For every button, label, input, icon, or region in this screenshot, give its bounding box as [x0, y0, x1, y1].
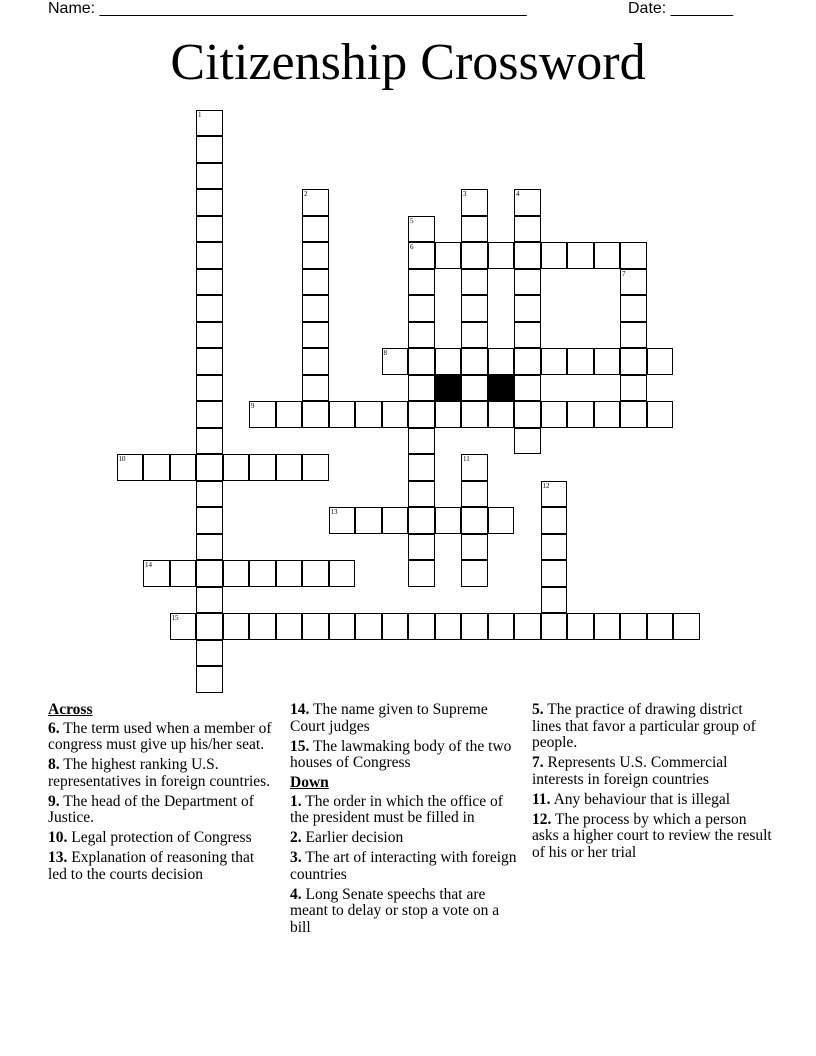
answer-cell[interactable]	[514, 189, 541, 216]
answer-cell[interactable]	[514, 269, 541, 296]
answer-cell[interactable]	[461, 322, 488, 349]
answer-cell[interactable]	[408, 269, 435, 296]
answer-cell[interactable]	[461, 560, 488, 587]
answer-cell[interactable]	[302, 401, 329, 428]
answer-cell[interactable]	[620, 375, 647, 402]
clue-text: Explanation of reasoning that led to the courts decision	[48, 849, 255, 883]
answer-cell[interactable]	[488, 613, 515, 640]
clue-across-9	[48, 794, 276, 827]
clue-number-label: 14	[145, 561, 152, 569]
answer-cell[interactable]	[196, 163, 223, 190]
clues-column-2	[290, 702, 522, 940]
answer-cell[interactable]	[249, 454, 276, 481]
answer-cell[interactable]	[567, 242, 594, 269]
answer-cell[interactable]	[355, 401, 382, 428]
answer-cell[interactable]	[594, 613, 621, 640]
clue-text: The order in which the office of the president must be filled in	[290, 792, 503, 826]
answer-cell[interactable]	[196, 613, 223, 640]
name-field-label: Name: ________________________________________________	[48, 0, 527, 17]
clue-number: 11.	[532, 790, 551, 808]
answer-cell[interactable]	[223, 454, 250, 481]
answer-cell[interactable]	[408, 507, 435, 534]
answer-cell[interactable]	[461, 216, 488, 243]
clue-number: 13.	[48, 849, 68, 866]
clue-down-12	[532, 812, 772, 862]
answer-cell[interactable]	[620, 322, 647, 349]
clue-number: 5.	[532, 701, 544, 718]
answer-cell[interactable]	[143, 454, 170, 481]
down-heading: Down	[290, 774, 329, 791]
answer-cell[interactable]	[382, 613, 409, 640]
answer-cell[interactable]	[408, 428, 435, 455]
clue-number-label: 13	[330, 508, 338, 516]
answer-cell[interactable]	[541, 348, 568, 375]
answer-cell[interactable]	[567, 401, 594, 428]
answer-cell[interactable]	[143, 560, 170, 587]
answer-cell[interactable]	[647, 401, 674, 428]
answer-cell[interactable]	[435, 507, 462, 534]
answer-cell[interactable]	[355, 507, 382, 534]
clue-number-label: 5	[410, 216, 414, 225]
answer-cell[interactable]	[620, 348, 647, 375]
clue-number-label: 11	[463, 455, 470, 463]
clue-number: 8.	[48, 756, 60, 773]
clue-down-5	[532, 702, 772, 752]
date-field-label: Date: _______	[628, 0, 733, 17]
black-cell	[488, 375, 515, 402]
clue-across-8	[48, 757, 276, 790]
clue-number: 10.	[48, 829, 68, 846]
answer-cell[interactable]	[223, 613, 250, 640]
clues-column-3	[532, 702, 772, 865]
answer-cell[interactable]	[302, 269, 329, 296]
answer-cell[interactable]	[302, 242, 329, 269]
answer-cell[interactable]	[196, 110, 223, 137]
answer-cell[interactable]	[594, 348, 621, 375]
answer-cell[interactable]	[647, 348, 674, 375]
answer-cell[interactable]	[461, 507, 488, 534]
answer-cell[interactable]	[461, 189, 488, 216]
clue-down-1	[290, 794, 522, 827]
answer-cell[interactable]	[382, 401, 409, 428]
answer-cell[interactable]	[461, 613, 488, 640]
answer-cell[interactable]	[196, 666, 223, 693]
answer-cell[interactable]	[196, 242, 223, 269]
answer-cell[interactable]	[541, 587, 568, 614]
answer-cell[interactable]	[170, 454, 197, 481]
clue-number-label: 15	[171, 614, 179, 622]
clue-text: The head of the Department of Justice.	[48, 792, 254, 826]
answer-cell[interactable]	[514, 295, 541, 322]
answer-cell[interactable]	[170, 613, 197, 640]
answer-cell[interactable]	[382, 348, 409, 375]
answer-cell[interactable]	[196, 560, 223, 587]
answer-cell[interactable]	[302, 454, 329, 481]
answer-cell[interactable]	[408, 481, 435, 508]
answer-cell[interactable]	[196, 189, 223, 216]
answer-cell[interactable]	[488, 401, 515, 428]
answer-cell[interactable]	[408, 348, 435, 375]
answer-cell[interactable]	[276, 613, 303, 640]
answer-cell[interactable]	[329, 507, 356, 534]
clue-down-7	[532, 755, 772, 788]
answer-cell[interactable]	[355, 613, 382, 640]
answer-cell[interactable]	[408, 401, 435, 428]
answer-cell[interactable]	[196, 216, 223, 243]
answer-cell[interactable]	[594, 401, 621, 428]
clue-number: 14.	[290, 701, 310, 718]
answer-cell[interactable]	[382, 507, 409, 534]
answer-cell[interactable]	[196, 269, 223, 296]
answer-cell[interactable]	[302, 322, 329, 349]
answer-cell[interactable]	[302, 189, 329, 216]
answer-cell[interactable]	[302, 216, 329, 243]
clues-column-1	[48, 702, 276, 887]
clue-across-13	[48, 850, 276, 883]
answer-cell[interactable]	[620, 269, 647, 296]
clue-across-10	[48, 830, 276, 847]
answer-cell[interactable]	[514, 216, 541, 243]
clue-text: Represents U.S. Commercial interests in foreign countries	[532, 754, 728, 788]
answer-cell[interactable]	[461, 534, 488, 561]
clue-across-15	[290, 739, 522, 772]
clue-number-label: 2	[304, 190, 308, 198]
answer-cell[interactable]	[514, 375, 541, 402]
clue-text: The name given to Supreme Court judges	[290, 701, 488, 735]
clue-text: The highest ranking U.S. representatives in foreign countries.	[48, 756, 271, 790]
answer-cell[interactable]	[435, 242, 462, 269]
answer-cell[interactable]	[541, 613, 568, 640]
answer-cell[interactable]	[408, 242, 435, 269]
answer-cell[interactable]	[461, 481, 488, 508]
clue-text: Long Senate speechs that are meant to delay or stop a vote on a bill	[290, 885, 500, 936]
clue-text: Earlier decision	[305, 829, 404, 846]
clue-number-label: 6	[410, 243, 414, 251]
answer-cell[interactable]	[541, 401, 568, 428]
clue-number-label: 3	[463, 190, 467, 198]
answer-cell[interactable]	[302, 560, 329, 587]
answer-cell[interactable]	[196, 534, 223, 561]
answer-cell[interactable]	[647, 613, 674, 640]
clue-across-14	[290, 702, 522, 735]
answer-cell[interactable]	[461, 242, 488, 269]
answer-cell[interactable]	[541, 481, 568, 508]
answer-cell[interactable]	[276, 454, 303, 481]
answer-cell[interactable]	[276, 401, 303, 428]
answer-cell[interactable]	[249, 560, 276, 587]
clue-number-label: 8	[383, 349, 387, 357]
clue-number-label: 12	[542, 481, 550, 490]
answer-cell[interactable]	[329, 401, 356, 428]
answer-cell[interactable]	[196, 507, 223, 534]
answer-cell[interactable]	[196, 428, 223, 455]
clue-number-label: 1	[198, 110, 202, 119]
answer-cell[interactable]	[541, 560, 568, 587]
answer-cell[interactable]	[488, 348, 515, 375]
answer-cell[interactable]	[196, 348, 223, 375]
clue-number: 6.	[48, 719, 60, 737]
answer-cell[interactable]	[620, 613, 647, 640]
answer-cell[interactable]	[196, 640, 223, 667]
clue-number-label: 10	[118, 455, 126, 463]
answer-cell[interactable]	[302, 295, 329, 322]
clue-number: 4.	[290, 885, 302, 903]
answer-cell[interactable]	[276, 560, 303, 587]
answer-cell[interactable]	[196, 295, 223, 322]
clue-text: The process by which a person asks a higher court to review the result of his or her trial	[532, 810, 772, 861]
answer-cell[interactable]	[223, 560, 250, 587]
answer-cell[interactable]	[567, 348, 594, 375]
answer-cell[interactable]	[196, 454, 223, 481]
answer-cell[interactable]	[541, 534, 568, 561]
answer-cell[interactable]	[117, 454, 144, 481]
answer-cell[interactable]	[435, 613, 462, 640]
answer-cell[interactable]	[541, 242, 568, 269]
clue-down-4	[290, 887, 522, 937]
clue-number-label: 9	[251, 402, 255, 410]
answer-cell[interactable]	[514, 613, 541, 640]
clue-number: 12.	[532, 810, 552, 828]
answer-cell[interactable]	[408, 216, 435, 243]
answer-cell[interactable]	[435, 348, 462, 375]
answer-cell[interactable]	[196, 322, 223, 349]
answer-cell[interactable]	[302, 613, 329, 640]
clue-number: 9.	[48, 792, 60, 810]
clue-text: Legal protection of Congress	[71, 829, 252, 846]
answer-cell[interactable]	[673, 613, 700, 640]
answer-cell[interactable]	[620, 295, 647, 322]
black-cell	[435, 375, 462, 402]
answer-cell[interactable]	[196, 587, 223, 614]
answer-cell[interactable]	[461, 401, 488, 428]
answer-cell[interactable]	[435, 401, 462, 428]
clue-text: Any behaviour that is illegal	[553, 790, 731, 808]
answer-cell[interactable]	[514, 348, 541, 375]
clue-across-6	[48, 721, 276, 754]
answer-cell[interactable]	[196, 481, 223, 508]
answer-cell[interactable]	[196, 401, 223, 428]
clue-text: The art of interacting with foreign countries	[290, 849, 517, 883]
answer-cell[interactable]	[408, 375, 435, 402]
clue-number: 15.	[290, 737, 310, 755]
answer-cell[interactable]	[249, 401, 276, 428]
answer-cell[interactable]	[620, 401, 647, 428]
clue-text: The practice of drawing district lines that favor a particular group of people.	[532, 701, 756, 751]
answer-cell[interactable]	[408, 534, 435, 561]
answer-cell[interactable]	[514, 322, 541, 349]
clue-number-label: 4	[516, 190, 520, 198]
answer-cell[interactable]	[461, 269, 488, 296]
clue-down-2	[290, 830, 522, 847]
answer-cell[interactable]	[567, 613, 594, 640]
answer-cell[interactable]	[461, 375, 488, 402]
answer-cell[interactable]	[329, 560, 356, 587]
answer-cell[interactable]	[620, 242, 647, 269]
answer-cell[interactable]	[514, 242, 541, 269]
answer-cell[interactable]	[461, 348, 488, 375]
answer-cell[interactable]	[249, 613, 276, 640]
answer-cell[interactable]	[170, 560, 197, 587]
answer-cell[interactable]	[408, 613, 435, 640]
answer-cell[interactable]	[302, 348, 329, 375]
answer-cell[interactable]	[488, 507, 515, 534]
answer-cell[interactable]	[408, 295, 435, 322]
clue-text: The lawmaking body of the two houses of Congress	[290, 737, 512, 771]
answer-cell[interactable]	[514, 401, 541, 428]
clue-number: 3.	[290, 849, 302, 866]
across-heading: Across	[48, 701, 93, 718]
page-title: Citizenship Crossword	[170, 34, 646, 91]
answer-cell[interactable]	[302, 375, 329, 402]
answer-cell[interactable]	[461, 454, 488, 481]
answer-cell[interactable]	[594, 242, 621, 269]
answer-cell[interactable]	[541, 507, 568, 534]
clue-number: 1.	[290, 792, 302, 810]
clue-down-3	[290, 850, 522, 883]
answer-cell[interactable]	[329, 613, 356, 640]
clue-text: The term used when a member of congress must give up his/her seat.	[48, 719, 272, 753]
answer-cell[interactable]	[408, 560, 435, 587]
answer-cell[interactable]	[196, 136, 223, 163]
answer-cell[interactable]	[408, 454, 435, 481]
answer-cell[interactable]	[488, 242, 515, 269]
clue-number: 2.	[290, 829, 302, 846]
answer-cell[interactable]	[461, 295, 488, 322]
clue-number: 7.	[532, 754, 544, 771]
answer-cell[interactable]	[408, 322, 435, 349]
clue-number-label: 7	[622, 269, 626, 278]
clue-down-11	[532, 792, 772, 809]
answer-cell[interactable]	[196, 375, 223, 402]
answer-cell[interactable]	[514, 428, 541, 455]
